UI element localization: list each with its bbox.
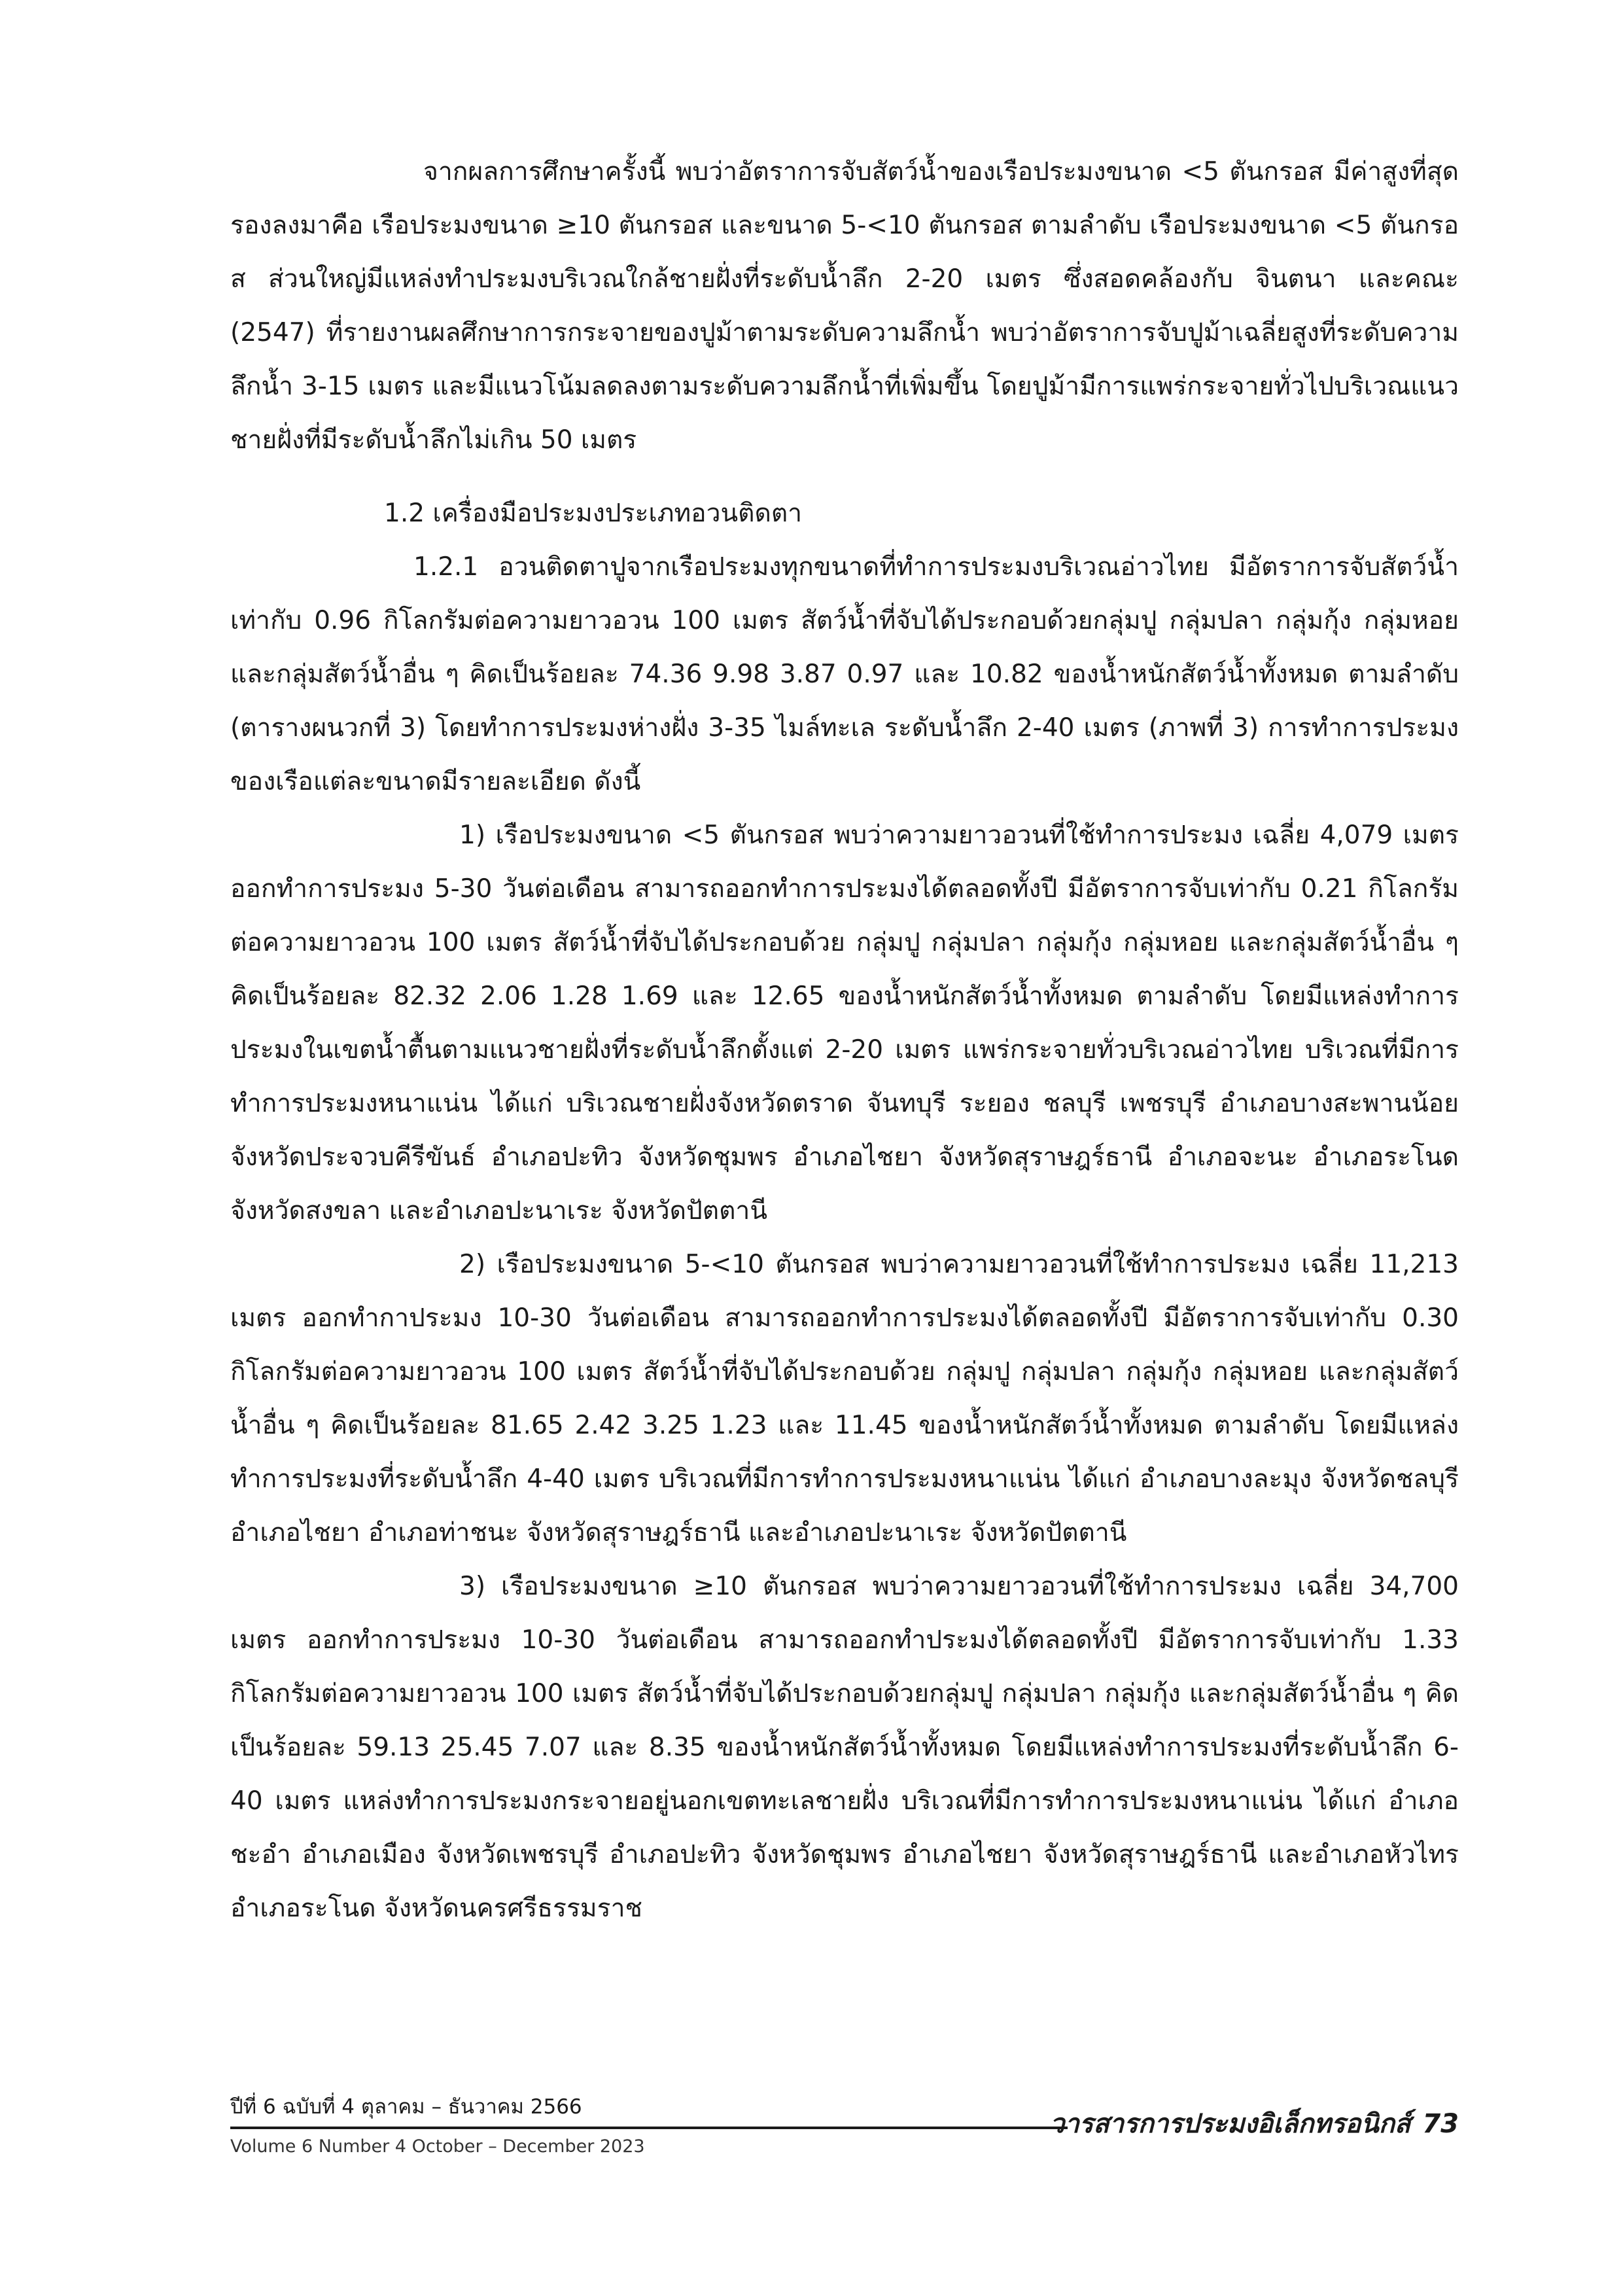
article-body (230, 145, 1459, 1935)
journal-title-and-page (1050, 2106, 1459, 2142)
journal-title: วารสารการประมงอิเล็กทรอนิกส์ (1049, 2109, 1411, 2139)
list-item-vessel-over-10-gt: 3) เรือประมงขนาด ≥10 ตันกรอส พบว่าความยาวอวนที่ใช้ทำการประมง เฉลี่ย 34,700 เมตร ออกทำการประมง 10-30 วันต่อเดือน สามารถออกทำประมงได้ตลอดทั้งปี มีอัตราการจับเท่ากับ 1.33 กิโลกรัมต่อความยาวอวน 100 เมตร สัตว์น้ำที่จับได้ประกอบด้วยกลุ่มปู กลุ่มปลา กลุ่มกุ้ง และกลุ่มสัตว์น้ำอื่น ๆ คิดเป็นร้อยละ 59.13 25.45 7.07 และ 8.35 ของน้ำหนักสัตว์น้ำทั้งหมด โดยมีแหล่งทำการประมงที่ระดับน้ำลึก 6-40 เมตร แหล่งทำการประมงกระจายอยู่นอกเขตทะเลชายฝั่ง บริเวณที่มีการทำการประมงหนาแน่น ได้แก่ อำเภอชะอำ อำเภอเมือง จังหวัดเพชรบุรี อำเภอปะทิว จังหวัดชุมพร อำเภอไชยา จังหวัดสุราษฎร์ธานี และอำเภอหัวไทร อำเภอระโนด จังหวัดนครศรีธรรมราช (230, 1572, 1459, 1923)
list-item-vessel-5-to-10-gt: 2) เรือประมงขนาด 5-<10 ตันกรอส พบว่าความยาวอวนที่ใช้ทำการประมง เฉลี่ย 11,213 เมตร ออกทำกาประมง 10-30 วันต่อเดือน สามารถออกทำการประมงได้ตลอดทั้งปี มีอัตราการจับเท่ากับ 0.30 กิโลกรัมต่อความยาวอวน 100 เมตร สัตว์น้ำที่จับได้ประกอบด้วย กลุ่มปู กลุ่มปลา กลุ่มกุ้ง กลุ่มหอย และกลุ่มสัตว์น้ำอื่น ๆ คิดเป็นร้อยละ 81.65 2.42 3.25 1.23 และ 11.45 ของน้ำหนักสัตว์น้ำทั้งหมด ตามลำดับ โดยมีแหล่งทำการประมงที่ระดับน้ำลึก 4-40 เมตร บริเวณที่มีการทำการประมงหนาแน่น ได้แก่ อำเภอบางละมุง จังหวัดชลบุรี อำเภอไชยา อำเภอท่าชนะ จังหวัดสุราษฎร์ธานี และอำเภอปะนาเระ จังหวัดปัตตานี (230, 1250, 1459, 1547)
issue-info-thai: ปีที่ 6 ฉบับที่ 4 ตุลาคม – ธันวาคม 2566 (230, 2095, 582, 2119)
issue-info-english: Volume 6 Number 4 October – December 2023 (230, 2136, 645, 2157)
page-number: 73 (1422, 2109, 1459, 2139)
summary-paragraph: จากผลการศึกษาครั้งนี้ พบว่าอัตราการจับสัตว์น้ำของเรือประมงขนาด <5 ตันกรอส มีค่าสูงที่สุด รองลงมาคือ เรือประมงขนาด ≥10 ตันกรอส และขนาด 5-<10 ตันกรอส ตามลำดับ เรือประมงขนาด <5 ตันกรอส ส่วนใหญ่มีแหล่งทำประมงบริเวณใกล้ชายฝั่งที่ระดับน้ำลึก 2-20 เมตร ซึ่งสอดคล้องกับ จินตนา และคณะ (2547) ที่รายงานผลศึกษาการกระจายของปูม้าตามระดับความลึกน้ำ พบว่าอัตราการจับปูม้าเฉลี่ยสูงที่ระดับความลึกน้ำ 3-15 เมตร และมีแนวโน้มลดลงตามระดับความลึกน้ำที่เพิ่มขึ้น โดยปูม้ามีการแพร่กระจายทั่วไปบริเวณแนวชายฝั่งที่มีระดับน้ำลึกไม่เกิน 50 เมตร (230, 157, 1459, 455)
footer-divider (230, 2127, 1068, 2129)
list-item-vessel-under-5-gt: 1) เรือประมงขนาด <5 ตันกรอส พบว่าความยาวอวนที่ใช้ทำการประมง เฉลี่ย 4,079 เมตร ออกทำการประมง 5-30 วันต่อเดือน สามารถออกทำการประมงได้ตลอดทั้งปี มีอัตราการจับเท่ากับ 0.21 กิโลกรัมต่อความยาวอวน 100 เมตร สัตว์น้ำที่จับได้ประกอบด้วย กลุ่มปู กลุ่มปลา กลุ่มกุ้ง กลุ่มหอย และกลุ่มสัตว์น้ำอื่น ๆ คิดเป็นร้อยละ 82.32 2.06 1.28 1.69 และ 12.65 ของน้ำหนักสัตว์น้ำทั้งหมด ตามลำดับ โดยมีแหล่งทำการประมงในเขตน้ำตื้นตามแนวชายฝั่งที่ระดับน้ำลึกตั้งแต่ 2-20 เมตร แพร่กระจายทั่วบริเวณอ่าวไทย บริเวณที่มีการทำการประมงหนาแน่น ได้แก่ บริเวณชายฝั่งจังหวัดตราด จันทบุรี ระยอง ชลบุรี เพชรบุรี อำเภอบางสะพานน้อย จังหวัดประจวบคีรีขันธ์ อำเภอปะทิว จังหวัดชุมพร อำเภอไชยา จังหวัดสุราษฎร์ธานี อำเภอจะนะ อำเภอระโนด จังหวัดสงขลา และอำเภอปะนาเระ จังหวัดปัตตานี (230, 821, 1459, 1226)
subsection-paragraph-1-2-1: 1.2.1 อวนติดตาปูจากเรือประมงทุกขนาดที่ทำการประมงบริเวณอ่าวไทย มีอัตราการจับสัตว์น้ำเท่ากับ 0.96 กิโลกรัมต่อความยาวอวน 100 เมตร สัตว์น้ำที่จับได้ประกอบด้วยกลุ่มปู กลุ่มปลา กลุ่มกุ้ง กลุ่มหอย และกลุ่มสัตว์น้ำอื่น ๆ คิดเป็นร้อยละ 74.36 9.98 3.87 0.97 และ 10.82 ของน้ำหนักสัตว์น้ำทั้งหมด ตามลำดับ (ตารางผนวกที่ 3) โดยทำการประมงห่างฝั่ง 3-35 ไมล์ทะเล ระดับน้ำลึก 2-40 เมตร (ภาพที่ 3) การทำการประมง ของเรือแต่ละขนาดมีรายละเอียด ดังนี้ (230, 552, 1459, 796)
page-footer (230, 2081, 1459, 2159)
section-heading-1-2: 1.2 เครื่องมือประมงประเภทอวนติดตา (384, 499, 803, 528)
